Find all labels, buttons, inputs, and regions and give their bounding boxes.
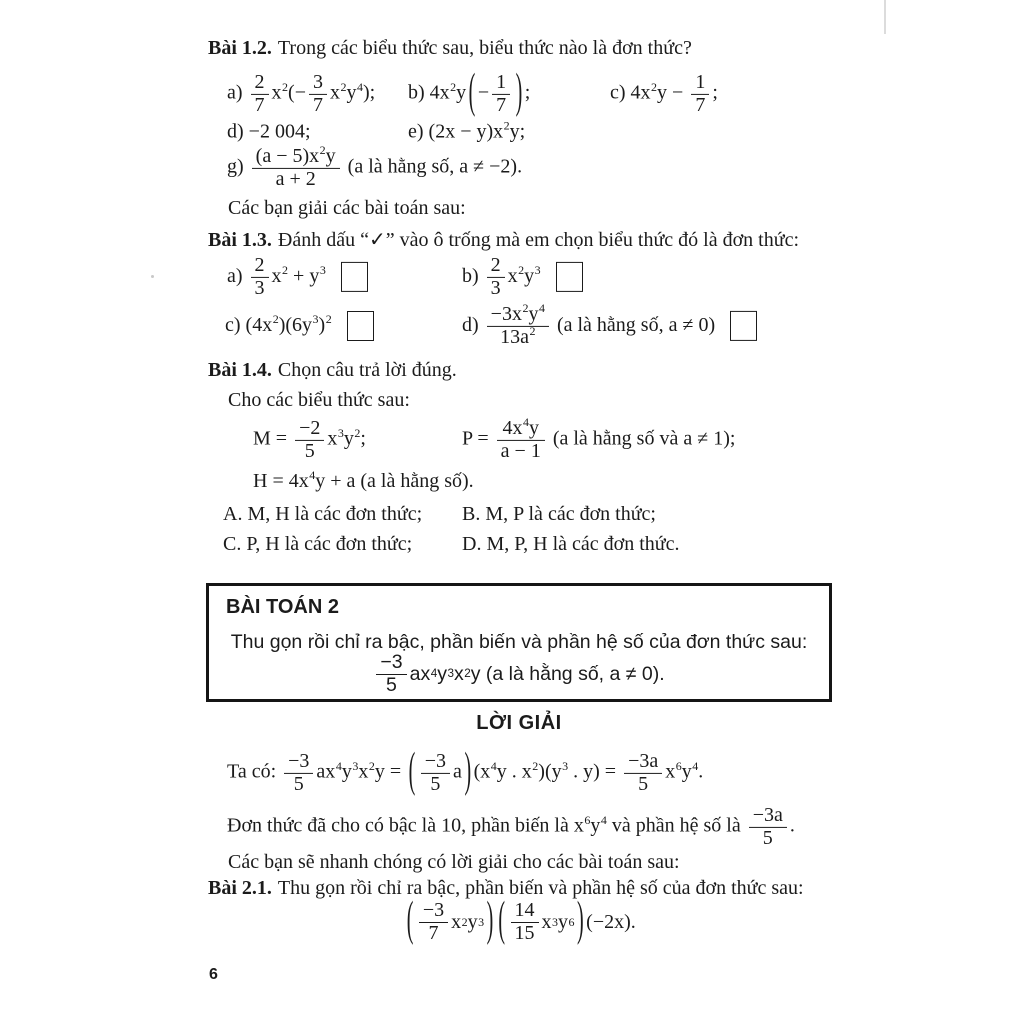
intro-13: Các bạn giải các bài toán sau: xyxy=(228,197,466,219)
solution-line-1: Ta có: $\frac{-3}{5}$ $ax^4y^3x^2y$ = ( $\frac{-3}{5}$ a ) ($x^4y$ . $x^2)(y^3$ . y) = $\frac{-3a}{5}$ $x^6y^4$. xyxy=(227,744,704,798)
ex12-label: Bài 1.2. xyxy=(208,37,272,59)
ex21-formula: ( $\frac{-3}{7}$ x 2 y 3 ) ( $\frac{14}{15}$ x 3 y 6 ) (−2x). xyxy=(406,893,636,947)
answer-checkbox-c[interactable] xyxy=(347,311,374,341)
ex14-title: Chọn câu trả lời đúng. xyxy=(277,359,457,381)
scan-speckle xyxy=(151,275,154,278)
ex21-title: Thu gọn rồi chỉ ra bậc, phần biến và phần hệ số của đơn thức sau: xyxy=(277,877,804,899)
problem-2-body: Thu gọn rồi chỉ ra bậc, phần biến và phần hệ số của đơn thức sau: xyxy=(230,631,808,653)
ex14-intro: Cho các biểu thức sau: xyxy=(228,389,410,411)
problem-2-formula: $\frac{-3}{5}$ ax 4 y 3 x 2 y (a là hằng số, a ≠ 0). xyxy=(209,649,829,699)
problem-2-title: BÀI TOÁN 2 xyxy=(226,596,339,618)
ex14-expr-m: M = $\frac{-2}{5}$ $x^3y^2$; xyxy=(253,416,366,462)
ex13-title: Đánh dấu “✓” vào ô trống mà em chọn biểu thức đó là đơn thức: xyxy=(277,229,799,251)
ex21-label: Bài 2.1. xyxy=(208,877,272,899)
ex13-item-b-expr: b) $\frac{2}{3}$ $x^2y^3$ xyxy=(462,253,541,299)
page-number: 6 xyxy=(209,966,218,983)
answer-checkbox-a[interactable] xyxy=(341,262,368,292)
ex13-item-d xyxy=(462,301,757,348)
solution-line-2: Đơn thức đã cho có bậc là 10, phần biến là $x^6y^4$ và phần hệ số là $\frac{-3a}{5}$ . xyxy=(227,803,795,849)
ex14-option-a: A. M, H là các đơn thức; xyxy=(223,503,423,525)
ex12-item-a: a) $\frac{2}{7}$ $x^2(-$ $\frac{3}{7}$ $x^2y^4$); xyxy=(227,70,376,116)
ex13-item-d-expr: d) $\frac{-3x^2y^4}{13a^2}$ (a là hằng số, a ≠ 0) xyxy=(462,301,716,348)
ex12-item-d: d) −2 004; xyxy=(227,120,311,143)
scan-artifact-line xyxy=(884,0,886,34)
answer-checkbox-b[interactable] xyxy=(556,262,583,292)
ex13-item-a-expr: a) $\frac{2}{3}$ $x^2 + y^3$ xyxy=(227,253,326,299)
ex13-item-a xyxy=(227,255,368,299)
ex12-title: Trong các biểu thức sau, biểu thức nào là đơn thức? xyxy=(277,37,692,59)
ex13-item-c xyxy=(225,311,374,341)
ex12-heading xyxy=(208,37,692,60)
solution-line-3: Các bạn sẽ nhanh chóng có lời giải cho các bài toán sau: xyxy=(228,851,680,873)
problem-2-box xyxy=(206,583,832,702)
ex14-expr-h: $H = 4x^4y + a$ (a là hằng số). xyxy=(253,468,474,492)
ex13-label: Bài 1.3. xyxy=(208,229,272,251)
ex13-heading xyxy=(208,227,799,252)
ex14-heading xyxy=(208,359,457,382)
ex12-item-c: c) $4x^2y$ − $\frac{1}{7}$ ; xyxy=(610,70,718,116)
answer-checkbox-d[interactable] xyxy=(730,311,757,341)
solution-heading: LỜI GIẢI xyxy=(476,712,562,734)
ex13-item-b xyxy=(462,255,583,299)
ex14-expr-p: P = $\frac{4x^4y}{a - 1}$ (a là hằng số và a ≠ 1); xyxy=(462,415,736,462)
ex14-option-c: C. P, H là các đơn thức; xyxy=(223,533,413,555)
ex13-item-c-expr: c) $(4x^2)(6y^3)^2$ xyxy=(225,311,332,336)
ex12-item-g: g) $\frac{(a - 5)x^2y}{a + 2}$ (a là hằng số, a ≠ −2). xyxy=(227,143,523,190)
ex12-item-b: b) $4x^2y$ ( − $\frac{1}{7}$ ) ; xyxy=(408,65,531,119)
ex12-item-e: e) $(2x - y)x^2y$; xyxy=(408,118,526,143)
ex14-label: Bài 1.4. xyxy=(208,359,272,381)
ex14-option-d: D. M, P, H là các đơn thức. xyxy=(462,533,680,555)
ex14-option-b: B. M, P là các đơn thức; xyxy=(462,503,656,525)
